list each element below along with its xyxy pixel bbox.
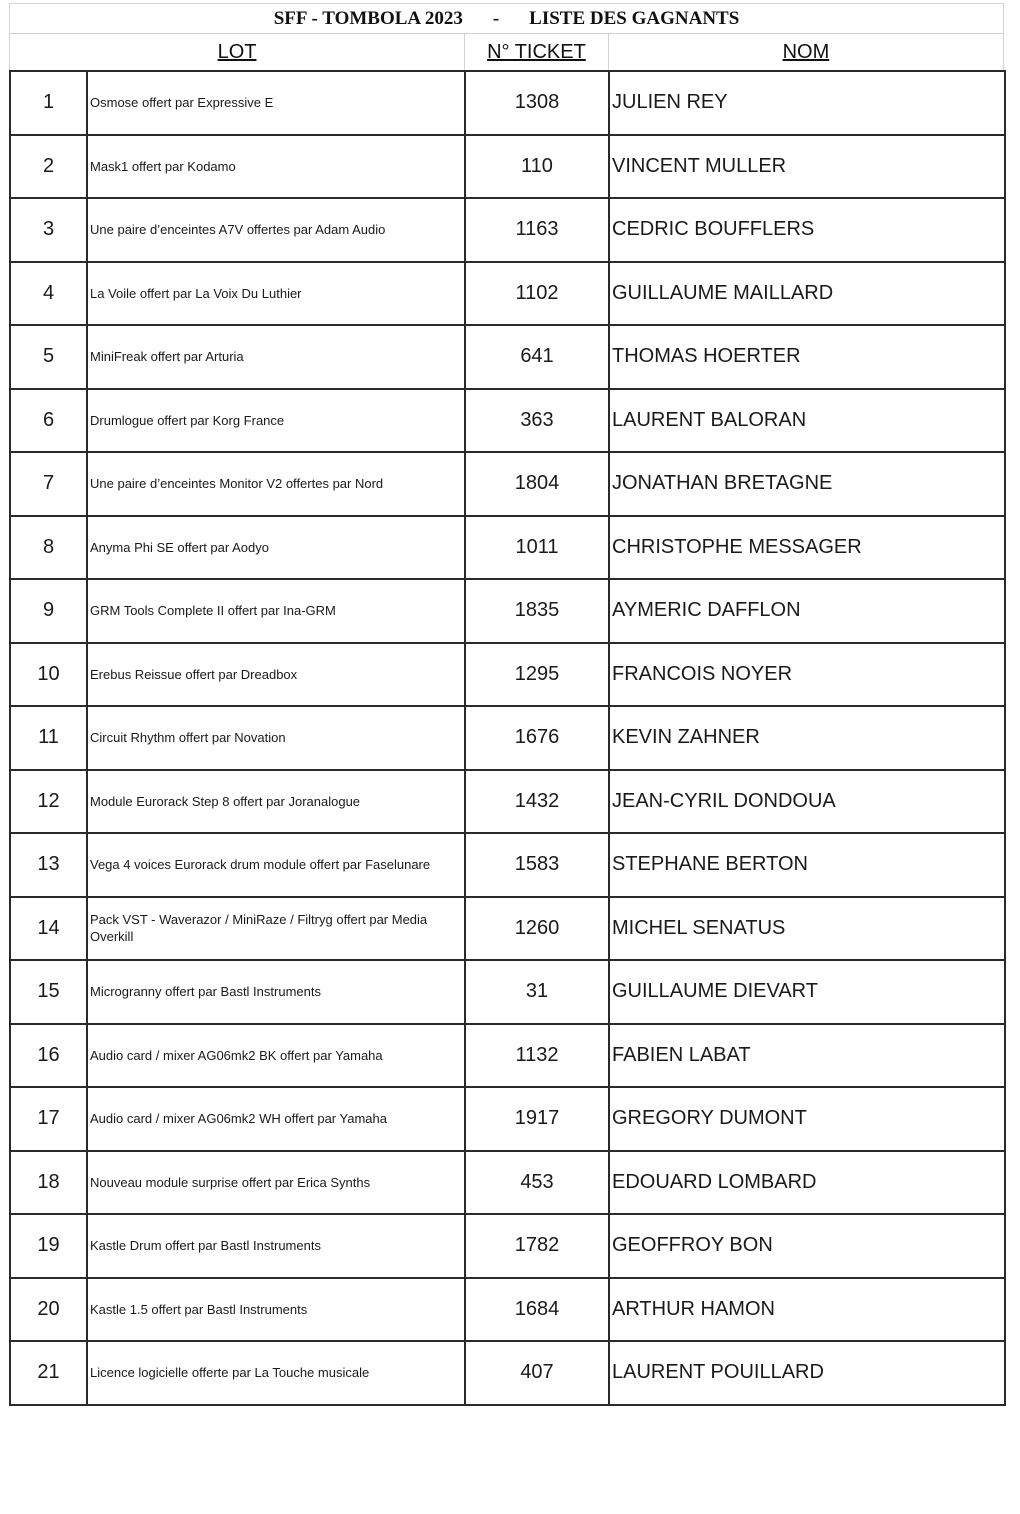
ticket-number: 453 [465,1151,609,1215]
winner-name: CEDRIC BOUFFLERS [609,198,1005,262]
table-row [10,1214,1005,1278]
ticket-number: 1684 [465,1278,609,1342]
table-row [10,71,1005,135]
ticket-number: 1132 [465,1024,609,1088]
column-headers [9,34,1004,70]
ticket-number: 110 [465,135,609,199]
ticket-number: 1102 [465,262,609,326]
table-row [10,897,1005,961]
table-row [10,1151,1005,1215]
lot-description: Audio card / mixer AG06mk2 WH offert par Yamaha [87,1087,465,1151]
ticket-number: 363 [465,389,609,453]
ticket-number: 1583 [465,833,609,897]
table-row [10,1278,1005,1342]
winners-sheet [9,3,1004,1406]
winner-name: GEOFFROY BON [609,1214,1005,1278]
ticket-number: 1163 [465,198,609,262]
lot-number: 16 [10,1024,87,1088]
header-nom: NOM [608,34,1003,70]
ticket-number: 641 [465,325,609,389]
lot-description: Erebus Reissue offert par Dreadbox [87,643,465,707]
lot-description: Microgranny offert par Bastl Instruments [87,960,465,1024]
lot-description: Une paire d’enceintes Monitor V2 offertes par Nord [87,452,465,516]
lot-description: Anyma Phi SE offert par Aodyo [87,516,465,580]
lot-number: 3 [10,198,87,262]
lot-number: 1 [10,71,87,135]
lot-description: Licence logicielle offerte par La Touche musicale [87,1341,465,1405]
lot-number: 20 [10,1278,87,1342]
winner-name: VINCENT MULLER [609,135,1005,199]
page-title [9,3,1004,34]
table-row [10,833,1005,897]
lot-number: 14 [10,897,87,961]
lot-description: Osmose offert par Expressive E [87,71,465,135]
winner-name: GUILLAUME MAILLARD [609,262,1005,326]
lot-description: GRM Tools Complete II offert par Ina-GRM [87,579,465,643]
lot-description: Kastle 1.5 offert par Bastl Instruments [87,1278,465,1342]
lot-number: 17 [10,1087,87,1151]
ticket-number: 1295 [465,643,609,707]
lot-number: 9 [10,579,87,643]
winner-name: LAURENT POUILLARD [609,1341,1005,1405]
lot-description: La Voile offert par La Voix Du Luthier [87,262,465,326]
lot-number: 2 [10,135,87,199]
lot-number: 12 [10,770,87,834]
table-row [10,452,1005,516]
table-row [10,1087,1005,1151]
lot-description: Audio card / mixer AG06mk2 BK offert par Yamaha [87,1024,465,1088]
ticket-number: 1432 [465,770,609,834]
ticket-number: 1308 [465,71,609,135]
lot-description: MiniFreak offert par Arturia [87,325,465,389]
winner-name: CHRISTOPHE MESSAGER [609,516,1005,580]
winner-name: FABIEN LABAT [609,1024,1005,1088]
winner-name: THOMAS HOERTER [609,325,1005,389]
ticket-number: 1260 [465,897,609,961]
ticket-number: 31 [465,960,609,1024]
winner-name: KEVIN ZAHNER [609,706,1005,770]
winner-name: EDOUARD LOMBARD [609,1151,1005,1215]
ticket-number: 1835 [465,579,609,643]
lot-number: 8 [10,516,87,580]
table-row [10,770,1005,834]
lot-number: 11 [10,706,87,770]
winner-name: AYMERIC DAFFLON [609,579,1005,643]
table-row [10,135,1005,199]
table-row [10,198,1005,262]
header-lot: LOT [217,40,257,63]
lot-number: 4 [10,262,87,326]
ticket-number: 1917 [465,1087,609,1151]
table-row [10,579,1005,643]
lot-number: 10 [10,643,87,707]
lot-number: 19 [10,1214,87,1278]
lot-description: Circuit Rhythm offert par Novation [87,706,465,770]
table-row [10,262,1005,326]
table-row [10,1341,1005,1405]
lot-description: Une paire d’enceintes A7V offertes par Adam Audio [87,198,465,262]
winner-name: LAURENT BALORAN [609,389,1005,453]
ticket-number: 1676 [465,706,609,770]
winner-name: MICHEL SENATUS [609,897,1005,961]
winner-name: FRANCOIS NOYER [609,643,1005,707]
lot-number: 18 [10,1151,87,1215]
lot-description: Module Eurorack Step 8 offert par Joranalogue [87,770,465,834]
lot-number: 13 [10,833,87,897]
table-row [10,706,1005,770]
winner-name: JULIEN REY [609,71,1005,135]
table-row [10,643,1005,707]
header-ticket: N° TICKET [464,34,608,70]
title-separator: - [492,7,500,29]
winner-name: STEPHANE BERTON [609,833,1005,897]
lot-number: 5 [10,325,87,389]
lot-description: Kastle Drum offert par Bastl Instruments [87,1214,465,1278]
winner-name: GREGORY DUMONT [609,1087,1005,1151]
winner-name: JEAN-CYRIL DONDOUA [609,770,1005,834]
ticket-number: 1782 [465,1214,609,1278]
table-row [10,389,1005,453]
lot-description: Nouveau module surprise offert par Erica Synths [87,1151,465,1215]
title-list: LISTE DES GAGNANTS [529,7,740,29]
winner-name: JONATHAN BRETAGNE [609,452,1005,516]
lot-description: Vega 4 voices Eurorack drum module offert par Faselunare [87,833,465,897]
table-row [10,1024,1005,1088]
title-event: SFF - TOMBOLA 2023 [273,7,463,29]
lot-number: 6 [10,389,87,453]
winner-name: ARTHUR HAMON [609,1278,1005,1342]
lot-description: Mask1 offert par Kodamo [87,135,465,199]
table-row [10,516,1005,580]
ticket-number: 1011 [465,516,609,580]
table-row [10,960,1005,1024]
ticket-number: 407 [465,1341,609,1405]
lot-number: 15 [10,960,87,1024]
lot-number: 7 [10,452,87,516]
winner-name: GUILLAUME DIEVART [609,960,1005,1024]
ticket-number: 1804 [465,452,609,516]
lot-number: 21 [10,1341,87,1405]
winners-table [9,70,1006,1406]
table-row [10,325,1005,389]
lot-description: Drumlogue offert par Korg France [87,389,465,453]
lot-description: Pack VST - Waverazor / MiniRaze / Filtryg offert par Media Overkill [87,897,465,961]
